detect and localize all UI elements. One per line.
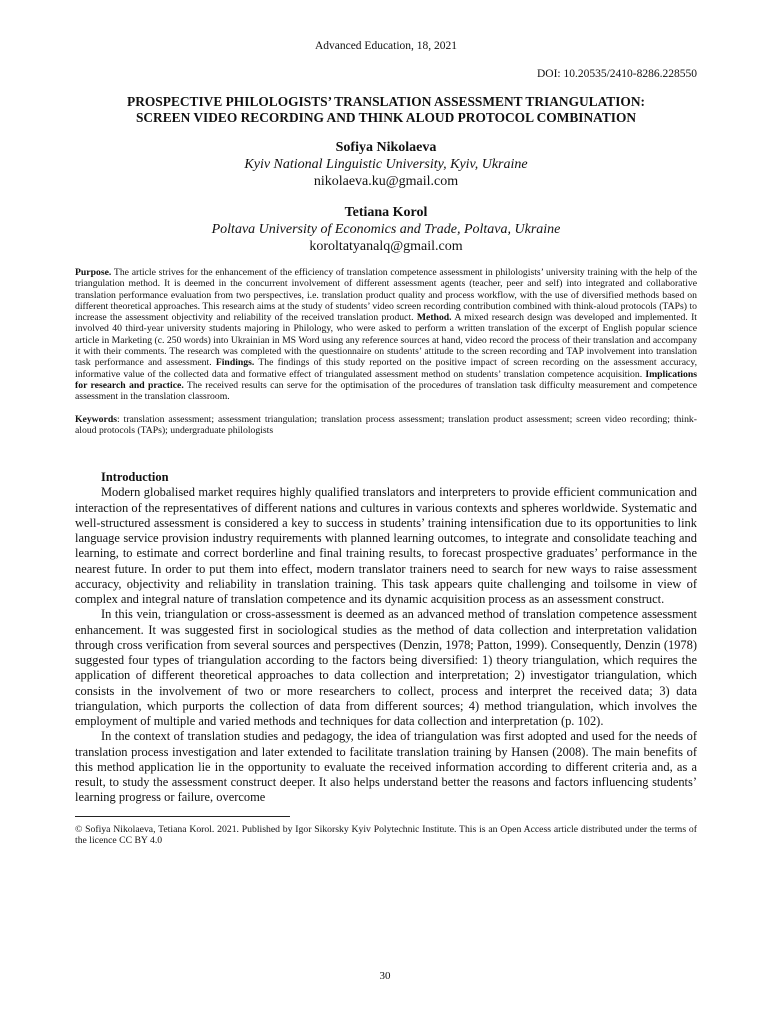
title-line-2: SCREEN VIDEO RECORDING AND THINK ALOUD PROTOCOL COMBINATION — [135, 110, 637, 125]
journal-header: Advanced Education, 18, 2021 — [314, 40, 458, 52]
doi: DOI: 10.20535/2410-8286.228550 — [536, 68, 697, 80]
author-email: koroltatyanalq@gmail.com — [309, 239, 463, 254]
keywords-label: Keywords — [75, 413, 117, 425]
license-footnote: © Sofiya Nikolaeva, Tetiana Korol. 2021. Published by Igor Sikorsky Kyiv Polytechnic Institute. This is an Open Access article distributed under the terms of the licence CC BY 4.0 — [75, 823, 697, 846]
abstract-findings-label: Findings. — [215, 357, 255, 369]
page-number: 30 — [379, 970, 391, 982]
abstract-method-text: A mixed research design was developed and implemented. It involved 40 third-year university students majoring in Philology, who were asked to perform a written translation of the excerpt of English popular science article in Marketing (c. 250 words) into Ukrainian in MS Word using any reference sources at hand, video record the process of their translation and accompany it with their comments. The research was completed with the questionnaire on students’ attitude to the screen recording and TAP involvement into translation task performance and assessment. — [75, 312, 698, 369]
paper-title — [75, 94, 697, 126]
section-heading-introduction: Introduction — [101, 470, 169, 485]
abstract-implications-text: The received results can serve for the optimisation of the procedures of translation task difficulty measurement and competence assessment in the translation classroom. — [75, 379, 697, 403]
author-name: Tetiana Korol — [344, 205, 428, 220]
keywords-text: : translation assessment; assessment triangulation; translation process assessment; translation product assessment; screen video recording; think-aloud protocols (TAPs); undergraduate philologists — [75, 413, 697, 436]
author-email: nikolaeva.ku@gmail.com — [313, 174, 459, 189]
paper-page — [75, 40, 697, 846]
title-line-1: PROSPECTIVE PHILOLOGISTS’ TRANSLATION ASSESSMENT TRIANGULATION: — [127, 94, 645, 109]
abstract — [75, 267, 697, 403]
keywords — [75, 414, 697, 437]
abstract-method-label: Method. — [416, 312, 452, 324]
abstract-purpose-label: Purpose. — [75, 267, 112, 278]
body-paragraph: In this vein, triangulation or cross-assessment is deemed as an advanced method of translation competence assessment enhancement. It was suggested first in sociological studies as the method of data collection and interpretation validation through cross verification from several sources and perspectives (Denzin, 1978; Patton, 1999). Consequently, Denzin (1978) suggested four types of triangulation according to the factors being diversified: 1) theory triangulation, which requires the application of different theoretical approaches to data collection and interpretation; 2) investigator triangulation, which consists in the involvement of two or more researchers to collect, process and interpret the received data; 3) data triangulation, which purports the collection of data from different sources; 4) method triangulation, which involves the employment of multiple and varied methods and techniques for data collection and interpretation (p. 102). — [75, 607, 697, 729]
author-affiliation: Poltava University of Economics and Trade, Poltava, Ukraine — [211, 222, 561, 237]
main-body — [75, 470, 697, 806]
abstract-implications-label: Implications for research and practice. — [75, 368, 697, 391]
footnote-divider — [75, 816, 290, 817]
author-affiliation: Kyiv National Linguistic University, Kyiv, Ukraine — [244, 157, 528, 172]
abstract-purpose-text: The article strives for the enhancement of the efficiency of translation competence assessment in philologists’ university training with the help of the triangulation method. It is deemed in the concurrent involvement of different assessment agents (teacher, peer and self) into integrated and collaborative translation performance evaluation from two perspectives, i.e. translation product quality and process workflow, with the use of diversified methods based on different theoretical approaches. This research aims at the study of students’ video screen recording contribution combined with think-aloud protocols (TAPs) to increase the assessment objectivity and reliability of the received translation product. — [75, 267, 697, 324]
author-block-2 — [75, 204, 697, 255]
author-block-1 — [75, 139, 697, 190]
body-paragraph: Modern globalised market requires highly qualified translators and interpreters to provide efficient communication and interaction of the representatives of different nations and cultures in various contexts and spheres worldwide. Systematic and well-structured assessment is considered a key to success in students’ training intensification due to its opportunities to link language service provision industry requirements with planned learning outcomes, to integrate and consolidate teaching and learning, to estimate and correct borderline and final training results, to forecast prospective graduates’ performance in the nearest future. In order to put them into effect, modern translator trainers need to search for new ways to raise assessment accuracy, objectivity and reliability in translation training. This task appears quite challenging and toilsome in view of complex and integral nature of translation competence and its dynamic acquisition process as an assessment construct. — [75, 485, 697, 607]
abstract-findings-text: The findings of this study reported on the positive impact of screen recording on the assessment accuracy, informative value of the collected data and formative effect of triangulated assessment method on students’ translation competence acquisition. — [75, 357, 697, 380]
body-paragraph: In the context of translation studies and pedagogy, the idea of triangulation was first adopted and used for the needs of translation process investigation and later extended to facilitate translation training by Hansen (2008). The main benefits of this method application lie in the opportunity to evaluate the received information according to different criteria and, as a result, to study the assessment construct deeper. It also helps understand better the reasons and factors influencing students’ learning progress or failure, overcome — [75, 729, 697, 805]
author-name: Sofiya Nikolaeva — [335, 140, 437, 155]
